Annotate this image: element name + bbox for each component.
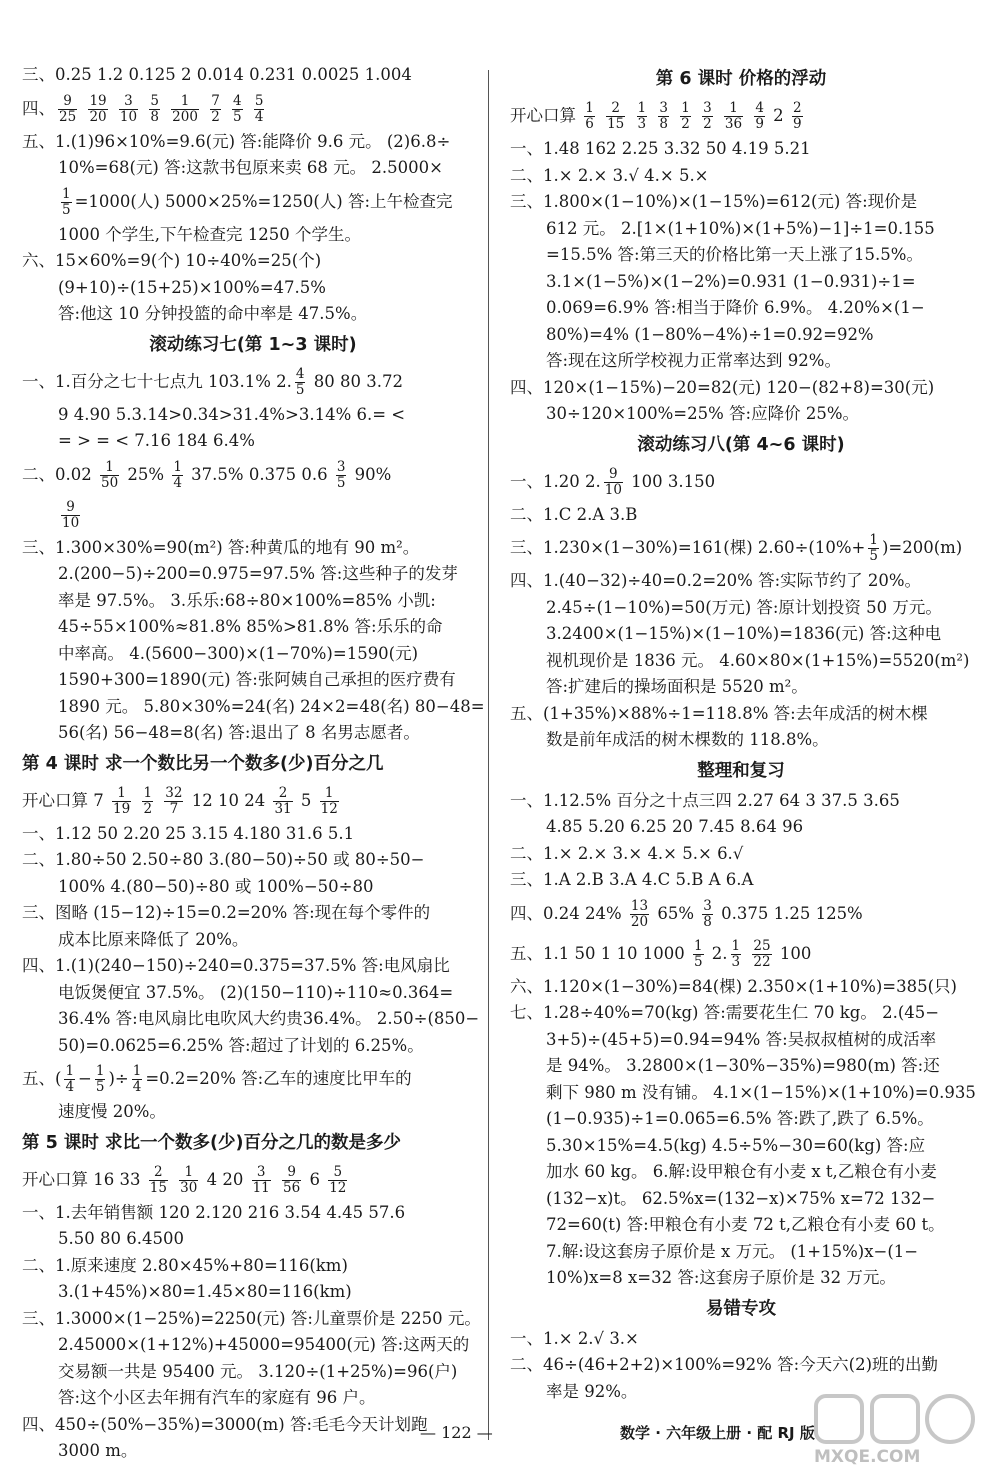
fraction: $\frac{3}{10}$ xyxy=(119,92,138,125)
answer-line: (132−x)t。 62.5%x=(132−x)×75% x=72 132− xyxy=(546,1188,936,1208)
answer-line: 三、1.A 2.B 3.A 4.C 5.B A 6.A xyxy=(510,870,754,889)
answer-line: 2.45÷(1−10%)=50(万元) 答:原计划投资 50 万元。 xyxy=(546,597,942,617)
page-number: — 122 — xyxy=(420,1423,493,1442)
answer-line: 四、0.24 24% $\frac{13}{20}$ 65% $\frac{3}{8}$ 0.375 1.25 125% xyxy=(510,897,863,930)
left-answer-column xyxy=(22,62,484,1465)
answer-line: 二、1.C 2.A 3.B xyxy=(510,504,638,524)
answer-line: 36.4% 答:电风扇比电吹风大约贵36.4%。 2.50÷(850− xyxy=(58,1009,480,1028)
section-heading: 整理和复习 xyxy=(697,760,785,781)
answer-line: 3.(1+45%)×80=1.45×80=116(km) xyxy=(58,1282,352,1301)
fraction: $\frac{3}{2}$ xyxy=(703,100,712,132)
fraction: $\frac{1}{200}$ xyxy=(172,92,198,125)
answer-line: 一、1.12.5% 百分之十点三四 2.27 64 3 37.5 3.65 xyxy=(510,790,900,810)
answer-line: (9+10)÷(15+25)×100%=47.5% xyxy=(58,277,326,297)
answer-line: 三、0.25 1.2 0.125 2 0.014 0.231 0.0025 1.004 xyxy=(22,65,412,84)
answer-line: 剩下 980 m 没有铺。 4.1×(1−15%)×(1+10%)=0.935 xyxy=(546,1082,976,1102)
answer-line: 答:这个小区去年拥有汽车的家庭有 96 户。 xyxy=(58,1388,376,1407)
answer-line: 一、1.48 162 2.25 3.32 50 4.19 5.21 xyxy=(510,139,811,158)
answer-line: 一、1.12 50 2.20 25 3.15 4.180 31.6 5.1 xyxy=(22,823,355,843)
fraction: $\frac{1}{5}$ xyxy=(869,532,878,564)
answer-line: 率是 97.5%。 3.乐乐:68÷80×100%=85% 小凯: xyxy=(58,590,436,610)
fraction: $\frac{1}{30}$ xyxy=(180,1163,198,1196)
answer-line xyxy=(22,495,484,535)
fraction: $\frac{13}{20}$ xyxy=(630,897,649,930)
fraction: $\frac{3}{11}$ xyxy=(252,1163,270,1196)
fraction: $\frac{2}{15}$ xyxy=(607,100,625,132)
answer-line: 六、1.120×(1−30%)=84(棵) 2.350×(1+10%)=385(只) xyxy=(510,976,957,996)
answer-line: 四、450÷(50%−35%)=3000(m) 答:毛毛今天计划跑 xyxy=(22,1414,428,1434)
answer-line: 速度慢 20%。 xyxy=(58,1102,166,1121)
answer-line: 电饭煲便宜 37.5%。 (2)(150−110)÷110≈0.364= xyxy=(58,982,454,1002)
answer-line: 视机现价是 1836 元。 4.60×80×(1+15%)=5520(m²) xyxy=(546,650,970,670)
answer-line: = > = < 7.16 184 6.4% xyxy=(58,431,255,450)
fraction: $\frac{1}{2}$ xyxy=(143,784,153,817)
answer-line: 五、(1+35%)×88%÷1=118.8% 答:去年成活的树木棵 xyxy=(510,703,928,723)
answer-line: 30÷120×100%=25% 答:应降价 25%。 xyxy=(546,404,860,423)
answer-line: 四、1.(1)(240−150)÷240=0.375=37.5% 答:电风扇比 xyxy=(22,956,450,975)
answer-line: 三、1.300×30%=90(m²) 答:种黄瓜的地有 90 m²。 xyxy=(22,537,420,557)
answer-line: 二、46÷(46+2+2)×100%=92% 答:今天六(2)班的出勤 xyxy=(510,1355,939,1374)
answer-line: 10%)x=8 x=32 答:这套房子原价是 32 万元。 xyxy=(546,1268,896,1287)
answer-line: 45÷55×100%≈81.8% 85%>81.8% 答:乐乐的命 xyxy=(58,617,443,636)
section-heading: 第 6 课时 价格的浮动 xyxy=(655,69,827,89)
answer-line: 612 元。 2.[1×(1+10%)×(1+5%)−1]÷1=0.155 xyxy=(546,218,935,238)
answer-line: 答:现在这所学校视力正常率达到 92%。 xyxy=(546,351,841,370)
fraction: $\frac{4}{5}$ xyxy=(295,365,305,398)
fraction: $\frac{1}{5}$ xyxy=(62,185,71,218)
answer-line: 七、1.28÷40%=70(kg) 答:需要花生仁 70 kg。 2.(45− xyxy=(510,1003,940,1022)
answer-line: 二、1.× 2.× 3.√ 4.× 5.× xyxy=(510,165,709,185)
fraction: $\frac{1}{3}$ xyxy=(637,100,647,132)
fraction: $\frac{1}{50}$ xyxy=(100,458,119,491)
fraction: $\frac{32}{7}$ xyxy=(165,784,183,817)
answer-line: 7.解:设这套房子原价是 x 万元。 (1+15%)x−(1− xyxy=(546,1241,919,1261)
fraction: $\frac{9}{10}$ xyxy=(604,465,622,498)
answer-line: 率是 92%。 xyxy=(546,1381,638,1401)
answer-line: 三、1.800×(1−10%)×(1−15%)=612(元) 答:现价是 xyxy=(510,192,918,211)
answer-line: 80%)=4% (1−80%−4%)÷1=0.92=92% xyxy=(546,324,874,344)
answer-line: 开心口算 16 33 $\frac{2}{15}$ $\frac{1}{30}$ 4 20 $\frac{3}{11}$ $\frac{9}{56}$ 6 $\frac{5}{12}$ xyxy=(22,1163,347,1196)
answer-line: 1000 个学生,下午检查完 1250 个学生。 xyxy=(58,224,361,244)
book-info: 数学 · 六年级上册 · 配 RJ 版 xyxy=(620,1424,815,1442)
answer-line: $\frac{1}{5}$ =1000(人) 5000×25%=1250(人) 答:上午检查完 xyxy=(62,185,453,218)
answer-line: 三、1.230×(1−30%)=161(棵) 2.60÷(10%+ $\frac{1}{5}$ )=200(m) xyxy=(510,532,963,564)
answer-line: 一、1.去年销售额 120 2.120 216 3.54 4.45 57.6 xyxy=(22,1202,406,1222)
answer-line: 三、1.3000×(1−25%)=2250(元) 答:儿童票价是 2250 元。 xyxy=(22,1308,481,1328)
answer-line: =15.5% 答:第三天的价格比第一天上涨了15.5%。 xyxy=(546,245,923,264)
answer-line: 56(名) 56−48=8(名) 答:退出了 8 名男志愿者。 xyxy=(58,723,420,742)
fraction: $\frac{1}{12}$ xyxy=(320,784,338,817)
answer-line: 1590+300=1890(元) 答:张阿姨自己承担的医疗费有 xyxy=(58,670,456,689)
fraction: $\frac{1}{6}$ xyxy=(585,100,594,132)
answer-line: 答:他这 10 分钟投篮的命中率是 47.5%。 xyxy=(58,304,368,323)
fraction: $\frac{4}{5}$ xyxy=(233,92,242,125)
answer-line: 4.85 5.20 6.25 20 7.45 8.64 96 xyxy=(546,817,804,836)
answer-line: 是 94%。 3.2800×(1−30%−35%)=980(m) 答:还 xyxy=(546,1056,940,1075)
answer-line: 3+5)÷(45+5)=0.94=94% 答:吴叔叔植树的成活率 xyxy=(546,1029,937,1049)
fraction: $\frac{7}{2}$ xyxy=(211,92,220,125)
section-heading: 滚动练习七(第 1~3 课时) xyxy=(149,334,357,355)
answer-line: 2.45000×(1+12%)+45000=95400(元) 答:这两天的 xyxy=(58,1335,470,1354)
fraction: $\frac{3}{5}$ xyxy=(336,458,346,491)
answer-line: 三、图略 (15−12)÷15=0.2=20% 答:现在每个零件的 xyxy=(22,903,431,922)
answer-line: 100% 4.(80−50)÷80 或 100%−50÷80 xyxy=(58,876,374,896)
fraction: $\frac{19}{20}$ xyxy=(89,92,107,125)
answer-line: 1890 元。 5.80×30%=24(名) 24×2=48(名) 80−48= xyxy=(58,696,485,716)
section-heading: 第 5 课时 求比一个数多(少)百分之几的数是多少 xyxy=(22,1132,401,1153)
answer-line: 五、1.1 50 1 10 1000 $\frac{1}{5}$ 2. $\frac{1}{3}$ $\frac{25}{22}$ 100 xyxy=(510,937,812,970)
fraction: $\frac{5}{4}$ xyxy=(254,92,264,125)
answer-line: 四、1.(40−32)÷40=0.2=20% 答:实际节约了 20%。 xyxy=(510,571,922,590)
answer-line: 答:扩建后的操场面积是 5520 m²。 xyxy=(546,677,808,696)
fraction: $\frac{9}{25}$ xyxy=(59,92,77,125)
fraction: $\frac{5}{12}$ xyxy=(329,1163,347,1196)
fraction: $\frac{1}{4}$ xyxy=(132,1063,142,1095)
fraction: $\frac{3}{8}$ xyxy=(659,100,668,132)
answer-line: 五、1.(1)96×10%=9.6(元) 答:能降价 9.6 元。 (2)6.8÷ xyxy=(22,131,451,151)
answer-line: 3.2400×(1−15%)×(1−10%)=1836(元) 答:这种电 xyxy=(546,624,942,643)
answer-line: 数是前年成活的树木棵数的 118.8%。 xyxy=(546,730,829,749)
answer-line: 加水 60 kg。 6.解:设甲粮仓有小麦 x t,乙粮仓有小麦 xyxy=(546,1162,937,1181)
fraction: $\frac{9}{56}$ xyxy=(283,1163,301,1196)
answer-line: 四、120×(1−15%)−20=82(元) 120−(82+8)=30(元) xyxy=(510,377,935,397)
fraction: $\frac{25}{22}$ xyxy=(753,937,771,970)
fraction: $\frac{5}{8}$ xyxy=(150,92,159,125)
answer-line: 五、( $\frac{1}{4}$ − $\frac{1}{5}$ )÷ $\frac{1}{4}$ =0.2=20% 答:乙车的速度比甲车的 xyxy=(22,1063,412,1095)
fraction: $\frac{1}{5}$ xyxy=(95,1063,105,1095)
answer-line: 9 4.90 5.3.14>0.34>31.4%>3.14% 6.= < xyxy=(58,404,406,424)
answer-line: 一、1.百分之七十七点九 103.1% 2. $\frac{4}{5}$ 80 80 3.72 xyxy=(22,365,403,398)
answer-line: 3000 m。 xyxy=(58,1441,138,1460)
answer-line: 0.069=6.9% 答:相当于降价 6.9%。 4.20%×(1− xyxy=(546,298,925,317)
section-heading: 第 4 课时 求一个数比另一个数多(少)百分之几 xyxy=(22,753,384,774)
answer-line: 10%=68(元) 答:这款书包原来卖 68 元。 2.5000× xyxy=(58,158,443,177)
fraction: $\frac{2}{9}$ xyxy=(792,100,802,132)
fraction: $\frac{1}{4}$ xyxy=(173,458,182,491)
right-answer-column xyxy=(510,62,976,1405)
site-watermark-logo xyxy=(810,1392,988,1466)
answer-line: 一、1.× 2.√ 3.× xyxy=(510,1328,639,1348)
answer-line: 一、1.20 2. $\frac{9}{10}$ 100 3.150 xyxy=(510,465,716,498)
answer-line: 四、 $\frac{9}{25}$ $\frac{19}{20}$ $\frac{3}{10}$ $\frac{5}{8}$ $\frac{1}{200}$ $\frac{7}{2}$ $\frac{4}{5}$ $\frac{5}{4}$ xyxy=(22,92,264,125)
answer-line: (1−0.935)÷1=0.065=6.5% 答:跌了,跌了 6.5%。 xyxy=(546,1109,934,1128)
fraction: $\frac{1}{5}$ xyxy=(693,937,703,970)
answer-line: 成本比原来降低了 20%。 xyxy=(58,929,249,949)
answer-line: 二、1.原来速度 2.80×45%+80=116(km) xyxy=(22,1255,348,1275)
answer-line: 5.50 80 6.4500 xyxy=(58,1229,184,1248)
answer-line: 2.(200−5)÷200=0.975=97.5% 答:这些种子的发芽 xyxy=(58,564,458,583)
fraction: $\frac{4}{9}$ xyxy=(755,100,764,132)
answer-line: 开心口算 $\frac{1}{6}$ $\frac{2}{15}$ $\frac{1}{3}$ $\frac{3}{8}$ $\frac{1}{2}$ $\frac{3}{2}$ $\frac{1}{36}$ $\frac{4}{9}$ 2 $\frac{2}{9}$ xyxy=(510,100,802,132)
fraction: $\frac{2}{31}$ xyxy=(274,784,292,817)
answer-line: 中率高。 4.(5600−300)×(1−70%)=1590(元) xyxy=(58,643,419,663)
answer-line: 5.30×15%=4.5(kg) 4.5÷5%−30=60(kg) 答:应 xyxy=(546,1135,926,1155)
column-divider xyxy=(488,70,489,1440)
fraction: $\frac{1}{19}$ xyxy=(113,784,131,817)
answer-line: 六、15×60%=9(个) 10÷40%=25(个) xyxy=(22,251,322,270)
fraction: $\frac{1}{2}$ xyxy=(681,100,690,132)
answer-line: 二、0.02 $\frac{1}{50}$ 25% $\frac{1}{4}$ 37.5% 0.375 0.6 $\frac{3}{5}$ 90% xyxy=(22,458,392,491)
fraction: $\frac{1}{4}$ xyxy=(65,1063,75,1095)
answer-line: 交易额一共是 95400 元。 3.120÷(1+25%)=96(户) xyxy=(58,1361,458,1381)
answer-line: 二、1.× 2.× 3.× 4.× 5.× 6.√ xyxy=(510,843,744,863)
fraction: $\frac{3}{8}$ xyxy=(703,897,712,930)
answer-line: 3.1×(1−5%)×(1−2%)=0.931 (1−0.931)÷1= xyxy=(546,271,916,291)
answer-line: 二、1.80÷50 2.50÷80 3.(80−50)÷50 或 80÷50− xyxy=(22,850,425,869)
answer-line: 开心口算 7 $\frac{1}{19}$ $\frac{1}{2}$ $\frac{32}{7}$ 12 10 24 $\frac{2}{31}$ 5 $\frac{1}{12}$ xyxy=(22,784,338,817)
fraction: $\frac{1}{36}$ xyxy=(724,100,743,132)
fraction: $\frac{9}{10}$ xyxy=(62,498,80,531)
section-heading: 易错专攻 xyxy=(706,1298,776,1319)
answer-line: 50)=0.0625=6.25% 答:超过了计划的 6.25%。 xyxy=(58,1035,424,1055)
svg-text:MXQE.COM: MXQE.COM xyxy=(814,1447,921,1466)
section-heading: 滚动练习八(第 4~6 课时) xyxy=(637,434,845,455)
answer-line: 72=60(t) 答:甲粮仓有小麦 72 t,乙粮仓有小麦 60 t。 xyxy=(546,1215,945,1234)
fraction: $\frac{2}{15}$ xyxy=(149,1163,167,1196)
fraction: $\frac{1}{3}$ xyxy=(731,937,741,970)
